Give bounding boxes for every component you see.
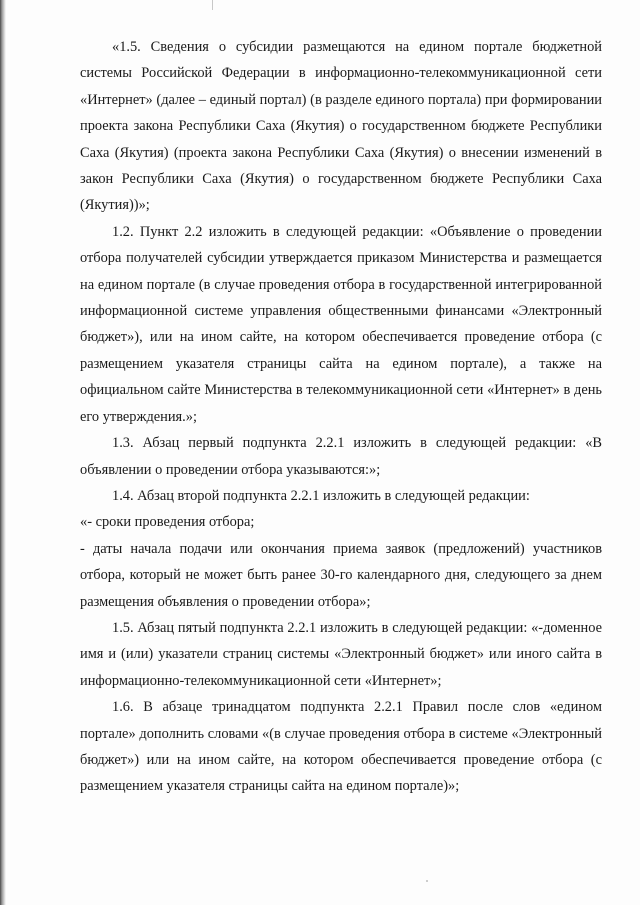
document-body <box>80 34 602 800</box>
scan-top-mark <box>212 0 213 10</box>
paragraph-application-dates: - даты начала подачи или окончания приема заявок (предложений) участников отбора, который не может быть ранее 30-го календарного дня, следующего за днем размещения объявления о проведении отбора»; <box>80 540 602 610</box>
paragraph-1-5-subsidy-info: «1.5. Сведения о субсидии размещаются на едином портале бюджетной системы Российской Федерации в информационно-телекоммуникационной сети «Интернет» (далее – единый портал) (в разделе единого портала) при формировании проекта закона Республики Саха (Якутия) о государственном бюджете Республики Саха (Якутия) (проекта закона Республики Саха (Якутия) о внесении изменений в закон Республики Саха (Якутия) о государственном бюджете Республики Саха (Якутия))»; <box>80 39 602 214</box>
scan-speck <box>426 880 428 882</box>
paragraph-1-3-clause-2-2-1-first: 1.3. Абзац первый подпункта 2.2.1 изложить в следующей редакции: «В объявлении о проведении отбора указываются:»; <box>80 435 602 478</box>
paragraph-1-5-clause-2-2-1-fifth: 1.5. Абзац пятый подпункта 2.2.1 изложить в следующей редакции: «-доменное имя и (или) указатели страниц системы «Электронный бюджет» или иного сайта в информационно-телекоммуникационной сети «Интернет»; <box>80 619 602 689</box>
paragraph-selection-terms: «- сроки проведения отбора; <box>80 514 255 531</box>
paragraph-1-6-clause-2-2-1-thirteenth: 1.6. В абзаце тринадцатом подпункта 2.2.1 Правил после слов «едином портале» дополнить словами «(в случае проведения отбора в системе «Электронный бюджет») или на ином сайте, на котором обеспечивается проведение отбора (с размещением указателя страницы сайта на едином портале)»; <box>80 699 602 795</box>
paragraph-1-4-clause-2-2-1-second: 1.4. Абзац второй подпункта 2.2.1 изложить в следующей редакции: <box>112 487 530 504</box>
scan-left-edge <box>0 0 6 905</box>
paragraph-1-2-clause-2-2: 1.2. Пункт 2.2 изложить в следующей редакции: «Объявление о проведении отбора получателей субсидии утверждается приказом Министерства и размещается на едином портале (в случае проведения отбора в государственной интегрированной информационной системе управления общественными финансами «Электронный бюджет»), или на ином сайте, на котором обеспечивается проведение отбора (с размещением указателя страницы сайта на едином портале), а также на официальном сайте Министерства в телекоммуникационной сети «Интернет» в день его утверждения.»; <box>80 223 602 425</box>
